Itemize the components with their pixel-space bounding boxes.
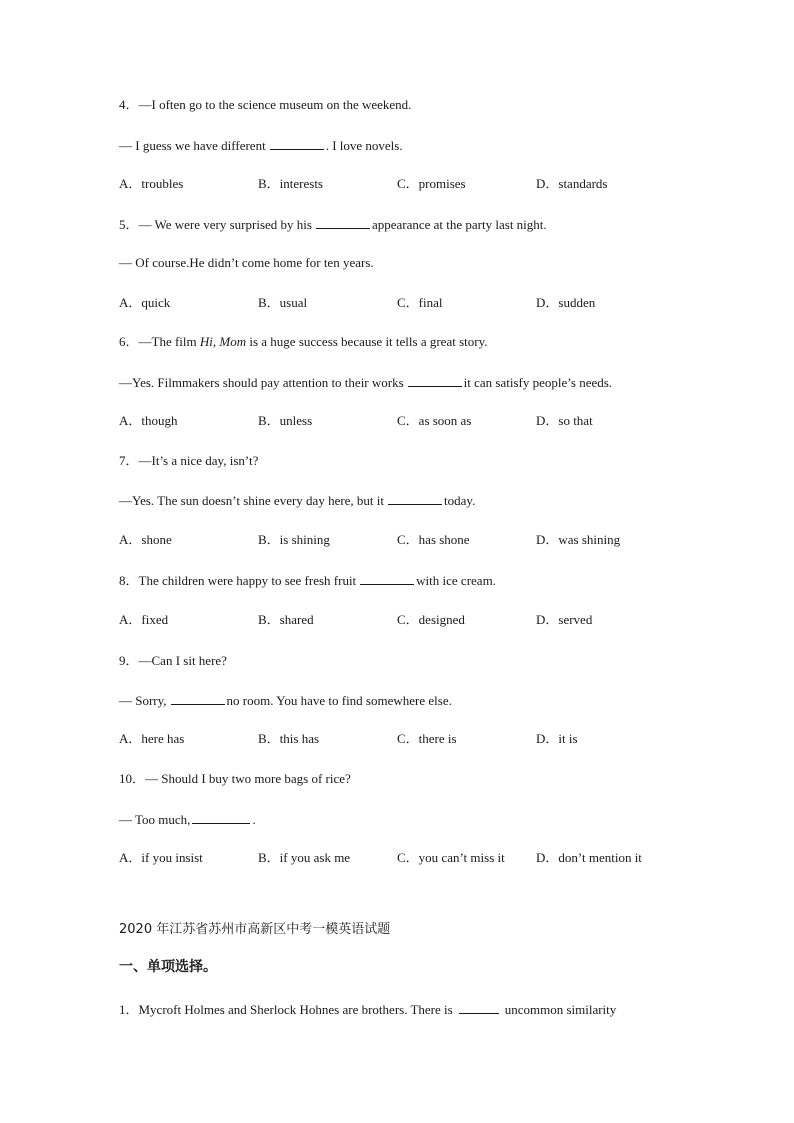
question-5-option-b: B．usual — [258, 295, 308, 310]
question-7-option-c: C．has shone — [397, 532, 470, 547]
question-10-reply: — Too much, . — [119, 812, 256, 827]
question-4-prompt: 4．—I often go to the science museum on the weekend. — [119, 97, 412, 112]
answer-blank — [270, 137, 324, 150]
question-4-option-b: B．interests — [258, 176, 323, 191]
question-10-option-c: C．you can’t miss it — [397, 850, 505, 865]
question-4-reply: — I guess we have different . I love novels. — [119, 138, 403, 153]
question-10-option-a: A．if you insist — [119, 850, 203, 865]
answer-blank — [459, 1001, 499, 1014]
question-8-option-a: A．fixed — [119, 612, 169, 627]
question-10-prompt: 10．— Should I buy two more bags of rice? — [119, 771, 351, 786]
question-5-option-c: C．final — [397, 295, 443, 310]
question-5-option-a: A．quick — [119, 295, 171, 310]
answer-blank — [192, 811, 250, 824]
question-6-reply: —Yes. Filmmakers should pay attention to their works it can satisfy people’s needs. — [119, 375, 613, 390]
question-9-option-d: D．it is — [536, 731, 578, 746]
question-5-reply: — Of course.He didn’t come home for ten years. — [119, 255, 374, 270]
question-6-option-a: A．though — [119, 413, 178, 428]
section-heading: 一、单项选择。 — [119, 959, 217, 975]
question-8-option-d: D．served — [536, 612, 593, 627]
answer-blank — [360, 572, 414, 585]
question-5-option-d: D．sudden — [536, 295, 596, 310]
question-4-option-a: A．troubles — [119, 176, 184, 191]
question-8-option-b: B．shared — [258, 612, 314, 627]
question-4-option-d: D．standards — [536, 176, 608, 191]
answer-blank — [316, 216, 370, 229]
question-9-option-b: B．this has — [258, 731, 320, 746]
question-5-prompt: 5．— We were very surprised by his appearance at the party last night. — [119, 217, 547, 232]
question-8-prompt: 8．The children were happy to see fresh fruit with ice cream. — [119, 573, 496, 588]
question-9-reply: — Sorry, no room. You have to find somewhere else. — [119, 693, 452, 708]
question-7-prompt: 7．—It’s a nice day, isn’t? — [119, 453, 259, 468]
exam-title: 2020 年江苏省苏州市高新区中考一模英语试题 — [119, 922, 391, 937]
question-9-option-a: A．here has — [119, 731, 185, 746]
question-8-option-c: C．designed — [397, 612, 465, 627]
question-10-option-b: B．if you ask me — [258, 850, 351, 865]
question-6-option-d: D．so that — [536, 413, 593, 428]
question-9-option-c: C．there is — [397, 731, 457, 746]
question-9-prompt: 9．—Can I sit here? — [119, 653, 227, 668]
film-title: Hi, Mom — [199, 334, 247, 349]
answer-blank — [388, 492, 442, 505]
question-6-option-b: B．unless — [258, 413, 313, 428]
question-6-prompt: 6．—The film Hi, Mom is a huge success because it tells a great story. — [119, 334, 488, 349]
question-7-option-d: D．was shining — [536, 532, 621, 547]
question-7-option-a: A．shone — [119, 532, 172, 547]
question-6-option-c: C．as soon as — [397, 413, 472, 428]
question-7-reply: —Yes. The sun doesn’t shine every day here, but it today. — [119, 493, 476, 508]
question-10-option-d: D．don’t mention it — [536, 850, 642, 865]
question-7-option-b: B．is shining — [258, 532, 330, 547]
question-4-option-c: C．promises — [397, 176, 466, 191]
answer-blank — [408, 374, 462, 387]
answer-blank — [171, 692, 225, 705]
question-1-prompt: 1．Mycroft Holmes and Sherlock Hohnes are brothers. There is uncommon similarity — [119, 1002, 617, 1017]
